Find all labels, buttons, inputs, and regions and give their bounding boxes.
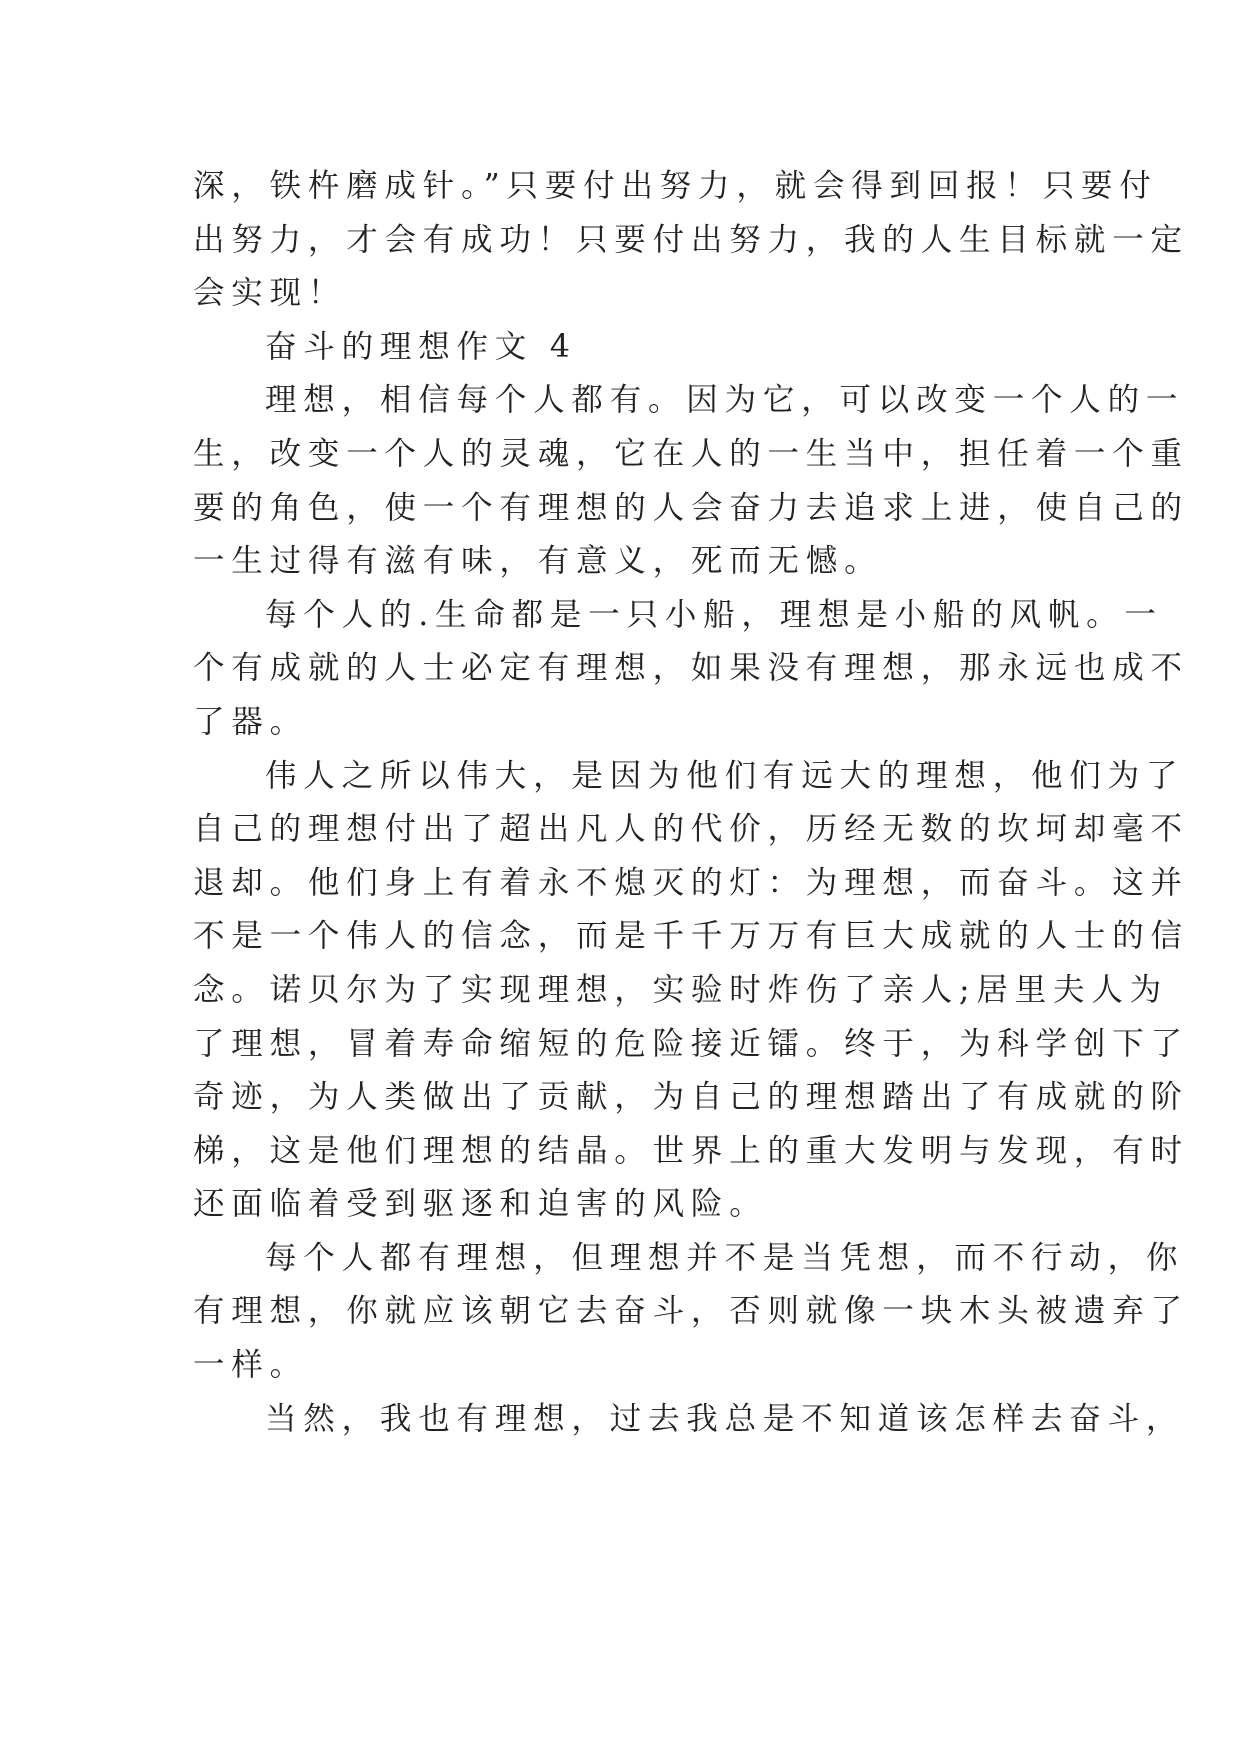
- text-line: 每个人都有理想，但理想并不是当凭想，而不行动，你: [265, 1239, 1185, 1276]
- text-line: 了理想，冒着寿命缩短的危险接近镭。终于，为科学创下了: [193, 1025, 1189, 1062]
- text-line: 梯，这是他们理想的结晶。世界上的重大发明与发现，有时: [193, 1132, 1189, 1169]
- paragraph: [193, 374, 1189, 588]
- text-line: 退却。他们身上有着永不熄灭的灯：为理想，而奋斗。这并: [193, 864, 1189, 901]
- text-line: 有理想，你就应该朝它去奋斗，否则就像一块木头被遗弃了: [193, 1293, 1189, 1330]
- text-line: 生，改变一个人的灵魂，它在人的一生当中，担任着一个重: [193, 435, 1189, 472]
- text-line: 会实现！: [193, 275, 347, 312]
- paragraph-continued: [193, 160, 1189, 321]
- text-line: 还面临着受到驱逐和迫害的风险。: [193, 1186, 768, 1223]
- text-line: 出努力，才会有成功！只要付出努力，我的人生目标就一定: [193, 221, 1189, 258]
- text-line: 念。诺贝尔为了实现理想，实验时炸伤了亲人;居里夫人为: [193, 971, 1168, 1008]
- text-line: 了器。: [193, 703, 308, 740]
- text-line: 深，铁杵磨成针。”只要付出努力，就会得到回报！只要付: [193, 168, 1158, 204]
- section-heading: [193, 321, 1063, 375]
- text-line: 奇迹，为人类做出了贡献，为自己的理想踏出了有成就的阶: [193, 1079, 1189, 1116]
- text-line: 伟人之所以伟大，是因为他们有远大的理想，他们为了: [265, 757, 1185, 794]
- text-line: 不是一个伟人的信念，而是千千万万有巨大成就的人士的信: [193, 918, 1189, 955]
- text-line: 一生过得有滋有味，有意义，死而无憾。: [193, 543, 883, 580]
- text-line: 自己的理想付出了超出凡人的代价，历经无数的坎坷却毫不: [193, 811, 1189, 848]
- document-body: [193, 160, 1189, 1446]
- paragraph: [193, 1393, 1185, 1447]
- heading-line: 奋斗的理想作文 4: [265, 328, 577, 365]
- paragraph: [193, 750, 1189, 1232]
- text-line: 理想，相信每个人都有。因为它，可以改变一个人的一: [265, 382, 1185, 419]
- paragraph: [193, 1232, 1189, 1393]
- text-line: 要的角色，使一个有理想的人会奋力去追求上进，使自己的: [193, 489, 1189, 526]
- text-line: 一样。: [193, 1347, 308, 1384]
- paragraph: [193, 589, 1189, 750]
- text-line: 个有成就的人士必定有理想，如果没有理想，那永远也成不: [193, 650, 1189, 687]
- text-line: 当然，我也有理想，过去我总是不知道该怎样去奋斗，: [265, 1400, 1185, 1437]
- text-line: 每个人的.生命都是一只小船，理想是小船的风帆。一: [265, 596, 1163, 633]
